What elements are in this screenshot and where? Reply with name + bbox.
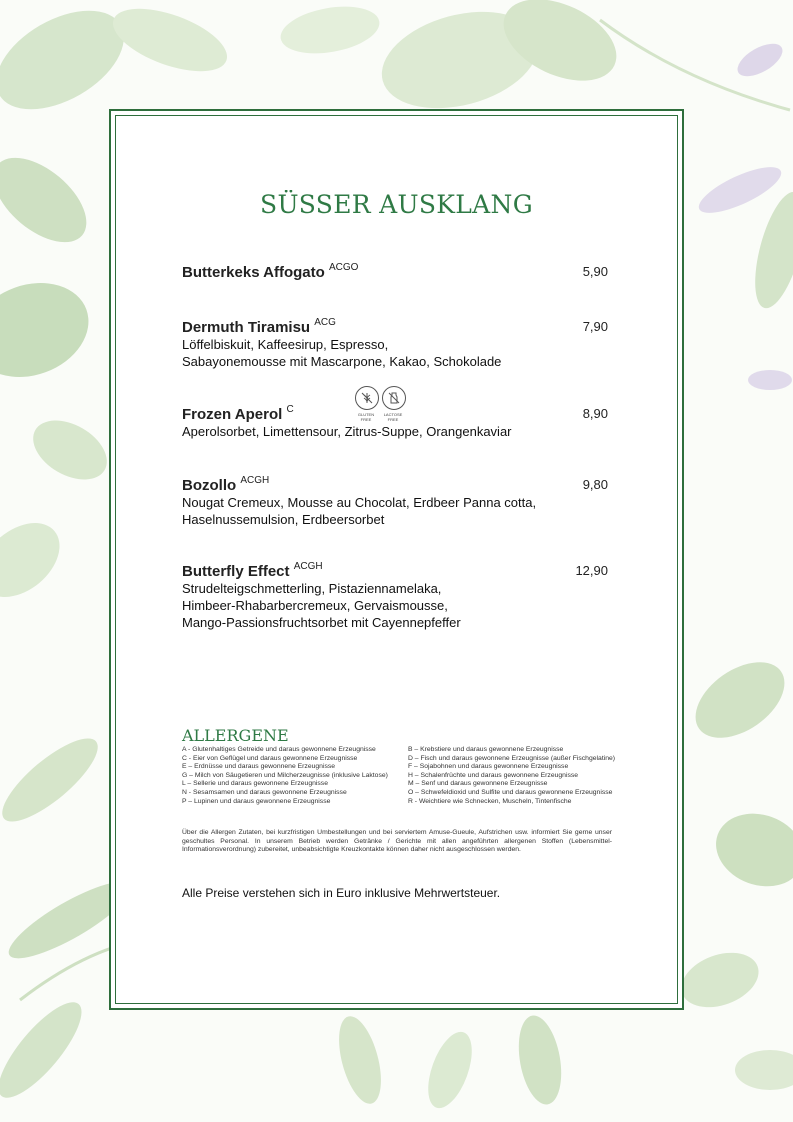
menu-item-frozen-aperol	[182, 404, 612, 440]
dish-name: Bozollo	[182, 477, 237, 494]
dish-description-line: Sabayonemousse mit Mascarpone, Kakao, Schokolade	[182, 354, 502, 369]
page-title: SÜSSER AUSKLANG	[260, 190, 533, 219]
dish-name: Butterfly Effect	[182, 563, 290, 580]
menu-item-butterfly-effect	[182, 561, 612, 631]
allergen-list-left	[182, 746, 388, 806]
menu-item-dermuth-tiramisu	[182, 317, 612, 370]
dish-name: Butterkeks Affogato	[182, 264, 325, 281]
dish-allergen-codes: ACGH	[240, 475, 270, 486]
badge-caption: LACTOSE FREE	[383, 412, 403, 422]
price-note: Alle Preise verstehen sich in Euro inklusive Mehrwertsteuer.	[182, 886, 501, 900]
allergen-entry: A - Glutenhaltiges Getreide und daraus gewonnene Erzeugnisse	[182, 746, 376, 753]
dish-name: Dermuth Tiramisu	[182, 319, 311, 336]
dish-name: Frozen Aperol	[182, 406, 283, 423]
allergens-heading: ALLERGENE	[182, 726, 289, 745]
menu-frame-inner-border	[115, 115, 678, 1004]
dish-description-line: Löffelbiskuit, Kaffeesirup, Espresso,	[182, 337, 389, 352]
dish-allergen-codes: ACGH	[293, 561, 323, 572]
dish-price: 8,90	[582, 406, 608, 421]
dish-price: 5,90	[582, 264, 608, 279]
dish-price: 7,90	[582, 319, 608, 334]
allergen-entry: G – Milch von Säugetieren und Milcherzeugnisse (inklusive Laktose)	[182, 771, 388, 779]
dish-description	[182, 580, 582, 631]
allergen-entry: N - Sesamsamen und daraus gewonnene Erzeugnisse	[182, 788, 347, 796]
allergen-entry: M – Senf und daraus gewonnene Erzeugnisse	[408, 780, 548, 788]
dish-description	[182, 494, 582, 528]
dish-allergen-codes: ACG	[314, 317, 336, 328]
dish-price: 9,80	[582, 477, 608, 492]
allergen-info-text: Über die Allergen Zutaten, bei kurzfristigen Umbestellungen und bei serviertem Amuse-Gueule, Aufstrichen usw. informiert Sie gerne unser geschultes Personal. In unserem Betrieb werden Getränke / Gerichte mit allen angeführten allergenen Stoffen (Lebensmittel-Informationsverordnung) zubereitet, unbeabsichtigte Kreuzkontakte können daher nicht ausgeschlossen werden.	[182, 829, 612, 854]
badge-caption: GLUTEN FREE	[357, 412, 375, 422]
dish-price: 12,90	[575, 563, 608, 578]
allergen-list-right	[408, 746, 615, 806]
menu-item-butterkeks-affogato	[182, 262, 612, 281]
dish-description-line: Strudelteigschmetterling, Pistaziennamelaka,	[182, 581, 442, 596]
dish-description-line: Aperolsorbet, Limettensour, Zitrus-Suppe, Orangenkaviar	[182, 424, 512, 439]
dish-allergen-codes: C	[286, 404, 294, 415]
menu-item-bozollo	[182, 475, 612, 528]
allergen-entry: D – Fisch und daraus gewonnene Erzeugnisse (außer Fischgelatine)	[408, 754, 616, 762]
dish-description-line: Himbeer-Rhabarbercremeux, Gervaismousse,	[182, 598, 448, 613]
dish-description-line: Nougat Cremeux, Mousse au Chocolat, Erdbeer Panna cotta,	[182, 495, 537, 510]
allergen-entry: O – Schwefeldioxid und Sulfite und daraus gewonnene Erzeugnisse	[408, 788, 613, 796]
dish-description	[182, 423, 582, 440]
allergen-entry: E – Erdnüsse und daraus gewonnene Erzeugnisse	[182, 763, 336, 771]
dish-allergen-codes: ACGO	[328, 262, 359, 273]
dish-description	[182, 336, 582, 370]
allergen-entry: C - Eier von Geflügel und daraus gewonnene Erzeugnisse	[182, 754, 358, 762]
allergen-entry: B – Krebstiere und daraus gewonnene Erzeugnisse	[408, 746, 564, 753]
dish-description-line: Haselnussemulsion, Erdbeersorbet	[182, 512, 385, 527]
allergen-entry: H – Schalenfrüchte und daraus gewonnene Erzeugnisse	[408, 771, 579, 779]
allergen-entry: R - Weichtiere wie Schnecken, Muscheln, Tintenfische	[408, 797, 572, 805]
allergen-entry: L – Sellerie und daraus gewonnene Erzeugnisse	[182, 780, 328, 788]
menu-frame	[109, 109, 684, 1010]
allergen-entry: F – Sojabohnen und daraus gewonnene Erzeugnisse	[408, 763, 569, 771]
allergen-entry: P – Lupinen und daraus gewonnene Erzeugnisse	[182, 797, 331, 805]
dish-description-line: Mango-Passionsfruchtsorbet mit Cayennepfeffer	[182, 615, 461, 630]
